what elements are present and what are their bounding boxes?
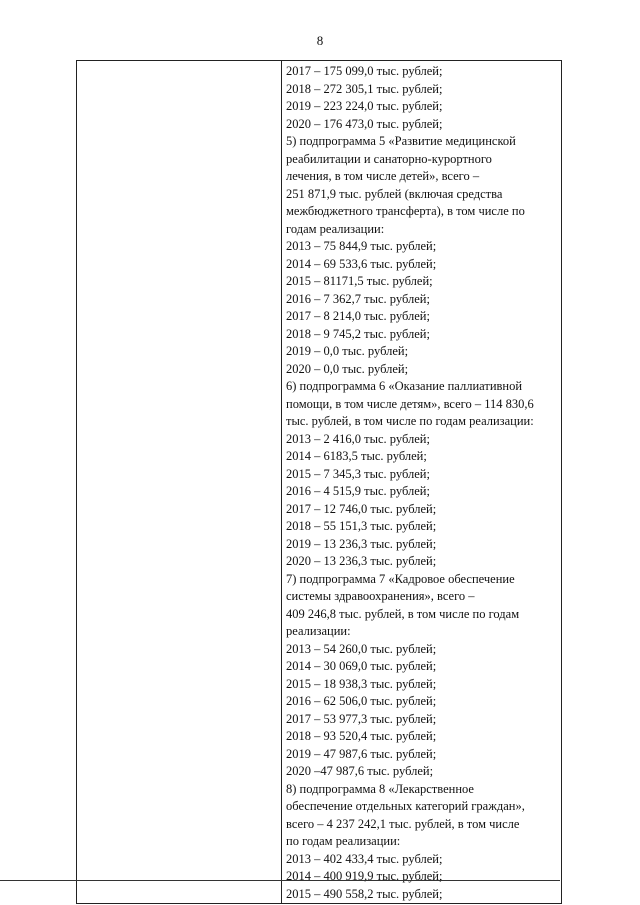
list-item: 2019 – 0,0 тыс. рублей;	[286, 344, 409, 358]
list-item: реализации:	[286, 624, 351, 638]
list-item: межбюджетного трансферта), в том числе по	[286, 204, 525, 218]
list-item: 2013 – 2 416,0 тыс. рублей;	[286, 431, 430, 446]
list-item: 2014 – 69 533,6 тыс. рублей;	[286, 256, 437, 271]
list-item: 2016 – 62 506,0 тыс. рублей;	[286, 694, 437, 708]
list-item: системы здравоохранения», всего –	[286, 589, 475, 603]
list-item: 2020 – 13 236,3 тыс. рублей;	[286, 554, 437, 568]
table-row	[77, 61, 562, 904]
list-item: 2013 – 75 844,9 тыс. рублей;	[286, 239, 437, 253]
page-number: 8	[316, 33, 324, 48]
list-item: 2015 – 490 558,2 тыс. рублей;	[286, 886, 443, 901]
list-item: 2016 – 4 515,9 тыс. рублей;	[286, 484, 430, 498]
list-item: 6) подпрограмма 6 «Оказание паллиативной	[286, 379, 523, 393]
list-item: 2017 – 175 099,0 тыс. рублей;	[286, 64, 443, 78]
list-item: 2017 – 12 746,0 тыс. рублей;	[286, 501, 437, 516]
list-item: 2020 –47 987,6 тыс. рублей;	[286, 764, 434, 778]
list-item: 251 871,9 тыс. рублей (включая средства	[286, 186, 503, 201]
right-cell	[282, 61, 562, 904]
list-item: 2018 – 9 745,2 тыс. рублей;	[286, 326, 430, 341]
list-item: 2019 – 13 236,3 тыс. рублей;	[286, 536, 437, 551]
list-item: 2018 – 93 520,4 тыс. рублей;	[286, 729, 437, 743]
list-item: обеспечение отдельных категорий граждан»,	[286, 799, 525, 813]
list-item: 2017 – 8 214,0 тыс. рублей;	[286, 309, 430, 323]
list-item: 2014 – 30 069,0 тыс. рублей;	[286, 659, 437, 673]
list-item: всего – 4 237 242,1 тыс. рублей, в том числе	[286, 816, 520, 831]
left-cell	[77, 61, 282, 904]
list-item: 2017 – 53 977,3 тыс. рублей;	[286, 711, 437, 726]
list-item: 2013 – 402 433,4 тыс. рублей;	[286, 851, 443, 866]
list-item: по годам реализации:	[286, 834, 401, 848]
list-item: 2020 – 176 473,0 тыс. рублей;	[286, 116, 443, 131]
funding-lines-list	[286, 63, 561, 903]
list-item: 2015 – 81171,5 тыс. рублей;	[286, 274, 433, 288]
list-item: 5) подпрограмма 5 «Развитие медицинской	[286, 134, 516, 148]
list-item: 7) подпрограмма 7 «Кадровое обеспечение	[286, 571, 515, 586]
list-item: годам реализации:	[286, 221, 385, 236]
list-item: 2014 – 400 919,9 тыс. рублей;	[286, 869, 443, 883]
list-item: лечения, в том числе детей», всего –	[286, 169, 480, 183]
list-item: 2015 – 18 938,3 тыс. рублей;	[286, 676, 437, 691]
list-item: помощи, в том числе детям», всего – 114 830,6	[286, 396, 534, 411]
list-item: 2018 – 55 151,3 тыс. рублей;	[286, 519, 437, 533]
list-item: тыс. рублей, в том числе по годам реализации:	[286, 414, 534, 428]
list-item: 2018 – 272 305,1 тыс. рублей;	[286, 81, 443, 96]
list-item: 2014 – 6183,5 тыс. рублей;	[286, 449, 427, 463]
list-item: реабилитации и санаторно-курортного	[286, 151, 492, 166]
list-item: 409 246,8 тыс. рублей, в том числе по годам	[286, 606, 520, 621]
list-item: 2015 – 7 345,3 тыс. рублей;	[286, 466, 430, 481]
list-item: 2016 – 7 362,7 тыс. рублей;	[286, 291, 430, 306]
footer-divider	[0, 880, 560, 881]
list-item: 2019 – 47 987,6 тыс. рублей;	[286, 746, 437, 761]
document-table	[76, 60, 562, 904]
list-item: 2013 – 54 260,0 тыс. рублей;	[286, 641, 437, 656]
list-item: 2019 – 223 224,0 тыс. рублей;	[286, 99, 443, 113]
list-item: 8) подпрограмма 8 «Лекарственное	[286, 781, 474, 796]
list-item: 2020 – 0,0 тыс. рублей;	[286, 361, 409, 376]
